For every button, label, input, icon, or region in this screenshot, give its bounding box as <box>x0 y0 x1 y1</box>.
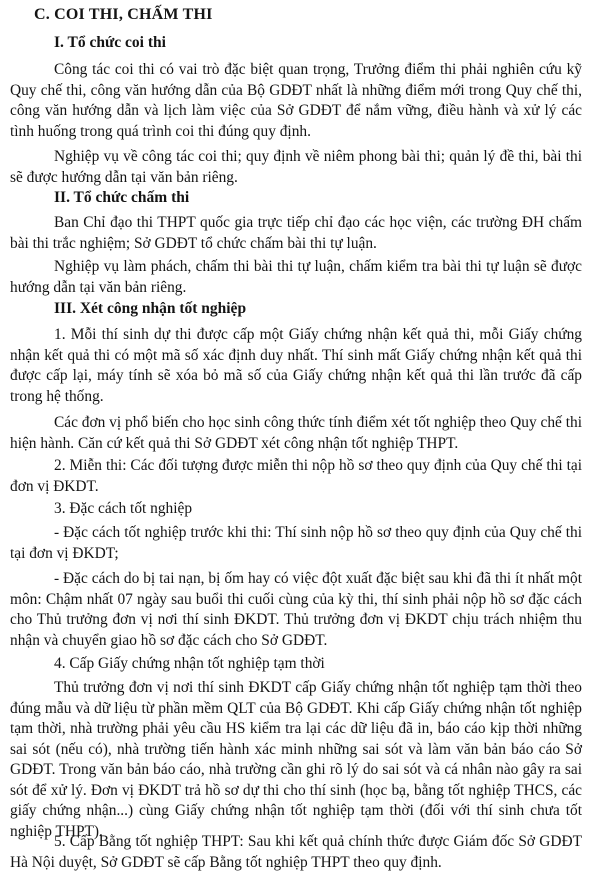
paragraph-cham-thi-procedure: Nghiệp vụ làm phách, chấm thi bài thi tự luận, chấm kiểm tra bài thi tự luận sẽ được hướng dẫn tại văn bản riêng. <box>10 258 582 296</box>
paragraph-cap-giay-chung-nhan-tam-thoi: 4. Cấp Giấy chứng nhận tốt nghiệp tạm thời <box>54 655 325 672</box>
paragraph-cap-bang-tot-nghiep: 5. Cấp Bằng tốt nghiệp THPT: Sau khi kết quả chính thức được Giám đốc Sở GDĐT Hà Nội duyệt, Sở GDĐT sẽ cấp Bằng tốt nghiệp THPT theo quy định. <box>10 833 582 871</box>
paragraph-dac-cach-tot-nghiep: 3. Đặc cách tốt nghiệp <box>54 500 193 517</box>
paragraph-giay-chung-nhan-ket-qua: 1. Mỗi thí sinh dự thi được cấp một Giấy chứng nhận kết quả thi, mỗi Giấy chứng nhận kết quả thi có một mã số xác định duy nhất. Thí sinh mất Giấy chứng nhận kết quả thi được cấp lại, máy tính sẽ xóa bỏ mã số của Giấy chứng nhận kết quả thi lần trước đã cấp trong hệ thống. <box>10 326 582 405</box>
paragraph-mien-thi: 2. Miễn thi: Các đối tượng được miễn thi nộp hồ sơ theo quy định của Quy chế thi tại đơn vị ĐKDT. <box>10 457 582 495</box>
heading-to-chuc-cham-thi: II. Tổ chức chấm thi <box>54 189 190 206</box>
paragraph-coi-thi-procedure: Nghiệp vụ về công tác coi thi; quy định về niêm phong bài thi; quản lý đề thi, bài thi sẽ được hướng dẫn tại văn bản riêng. <box>10 148 582 186</box>
paragraph-dac-cach-tai-nan: - Đặc cách do bị tai nạn, bị ốm hay có việc đột xuất đặc biệt sau khi đã thi ít nhất một môn: Chậm nhất 07 ngày sau buổi thi cuối cùng của kỳ thi, thí sinh phải nộp hồ sơ đặc cách cho Thủ trưởng đơn vị nơi thí sinh ĐKDT. Thủ trưởng đơn vị ĐKDT chịu trách nhiệm thu nhận và chuyển giao hồ sơ đặc cách cho Sở GDĐT. <box>10 570 582 649</box>
paragraph-coi-thi-role: Công tác coi thi có vai trò đặc biệt quan trọng, Trưởng điểm thi phải nghiên cứu kỹ Quy chế thi, công văn hướng dẫn của Bộ GDĐT nhất là những điểm mới trong Quy chế thi, công văn hướng dẫn và lịch làm việc của Sở GDĐT để nắm vững, điều hành và xử lý các tình huống trong quá trình coi thi đúng quy định. <box>10 61 582 140</box>
paragraph-thu-truong-cap-giay: Thủ trưởng đơn vị nơi thí sinh ĐKDT cấp Giấy chứng nhận tốt nghiệp tạm thời theo đúng mẫu và dữ liệu từ phần mềm QLT của Bộ GDĐT. Khi cấp Giấy chứng nhận tốt nghiệp tạm thời, nhà trường phải yêu cầu HS kiểm tra lại các dữ liệu đã in, báo cáo kịp thời những sai sót (nếu có), nhà trường tiến hành xác minh những sai sót và làm văn bản báo cáo Sở GDĐT. Trong văn bản báo cáo, nhà trường cần ghi rõ lý do sai sót và cá nhân nào gây ra sai sót để xử lý. Đơn vị ĐKDT trả hồ sơ dự thi cho thí sinh (học bạ, bằng tốt nghiệp THCS, các giấy chứng nhận...) cùng Giấy chứng nhận tốt nghiệp tạm thời (đối với thí sinh chưa tốt nghiệp THPT). <box>10 679 582 840</box>
heading-to-chuc-coi-thi: I. Tổ chức coi thi <box>54 34 166 51</box>
heading-xet-cong-nhan-tot-nghiep: III. Xét công nhận tốt nghiệp <box>54 300 247 317</box>
paragraph-cham-thi-direction: Ban Chỉ đạo thi THPT quốc gia trực tiếp chỉ đạo các học viện, các trường ĐH chấm bài thi trắc nghiệm; Sở GDĐT tổ chức chấm bài thi tự luận. <box>10 214 582 252</box>
section-title: C. COI THI, CHẤM THI <box>34 6 213 23</box>
paragraph-dac-cach-truoc-khi-thi: - Đặc cách tốt nghiệp trước khi thi: Thí sinh nộp hồ sơ theo quy định của Quy chế thi tại đơn vị ĐKDT; <box>10 524 582 562</box>
paragraph-cong-thuc-tinh-diem: Các đơn vị phổ biến cho học sinh công thức tính điểm xét tốt nghiệp theo Quy chế thi hiện hành. Căn cứ kết quả thi Sở GDĐT xét công nhận tốt nghiệp THPT. <box>10 414 582 452</box>
